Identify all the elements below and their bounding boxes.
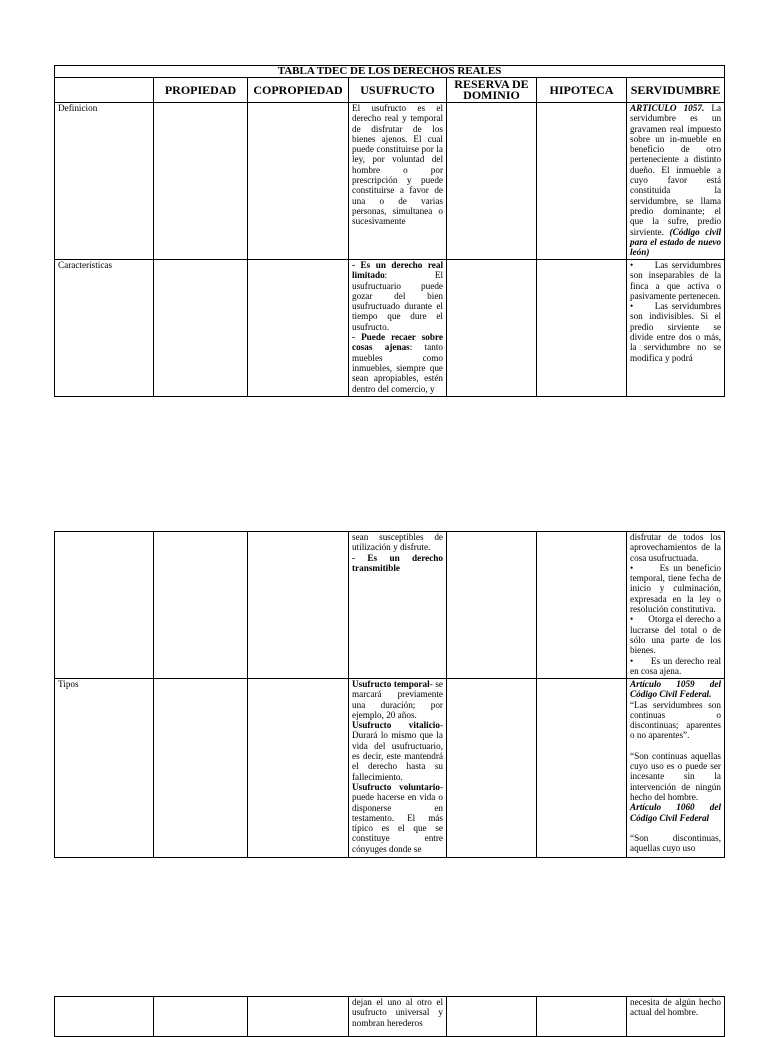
cell-usufructo-page3: dejan el uno al otro el usufructo universal y nombran herederos — [349, 997, 447, 1037]
servidumbre-characteristic-2: • Las servidumbres son indivisibles. Si el predio sirviente se divide entre dos o más, la servidumbre no se modifica y podrá — [630, 301, 724, 363]
servidumbre-tipos-quote-1: “Las servidumbres son continuas o discontinuas; aparentes o no aparentes”. — [630, 699, 721, 741]
row-label-caracteristicas: Características — [55, 260, 154, 397]
article-1060-reference: Artículo 1060 del Código Civil Federal — [630, 802, 721, 823]
usufructo-voluntario-title: Usufructo voluntario — [352, 781, 440, 792]
cell-hipoteca-continued — [537, 532, 627, 679]
column-header-blank — [55, 78, 154, 103]
usufructo-vitalicio-title: Usufructo vitalicio — [352, 720, 440, 731]
usufructo-voluntario-text: - puede hacerse en vida o disponerse en testamento. El más típico es el que se constituye entre cónyuges donde se — [352, 781, 443, 854]
table-title: TABLA TDEC DE LOS DERECHOS REALES — [55, 66, 725, 78]
cell-copropiedad-caracteristicas — [248, 260, 349, 397]
servidumbre-characteristic-1: • Las servidumbres son inseparables de la finca a que activa o pasivamente pertenecen. — [630, 260, 724, 301]
cell-servidumbre-page3: necesita de algún hecho actual del hombre. — [627, 997, 725, 1037]
article-1059-reference: Artículo 1059 del Código Civil Federal. — [630, 679, 721, 700]
cell-usufructo-tipos — [349, 679, 447, 858]
cell-copropiedad-continued — [248, 532, 349, 679]
cell-copropiedad-definicion — [248, 103, 349, 260]
cell-reserva-tipos — [447, 679, 537, 858]
cell-reserva-definicion — [447, 103, 537, 260]
cell-usufructo-definicion: El usufructo es el derecho real y temporal de disfrutar de los bienes ajenos. El cual puede constituirse por la ley, por voluntad del hombre o por prescripción y puede constituirse a favor de una o de varias personas, simultanea o sucesivamente — [349, 103, 447, 260]
usufructo-continued-text: sean susceptibles de utilización y disfrute. — [352, 532, 443, 553]
row-label-empty — [55, 532, 154, 679]
cell-propiedad-definicion — [154, 103, 248, 260]
usufructo-characteristic-2-text: : tanto muebles como inmuebles, siempre que sean apropiables, estén dentro del comercio, y — [352, 342, 443, 394]
cell-usufructo-caracteristicas — [349, 260, 447, 397]
usufructo-temporal-text: - se marcará previamente una duración; por ejemplo, 20 años. — [352, 679, 443, 720]
cell-propiedad-page3 — [154, 997, 248, 1037]
table-row-caracteristicas — [55, 260, 725, 397]
cell-copropiedad-page3 — [248, 997, 349, 1037]
column-header-reserva-de-dominio: RESERVA DE DOMINIO — [447, 78, 537, 103]
cell-hipoteca-caracteristicas — [537, 260, 627, 397]
table-row-tipos-continued — [55, 997, 725, 1037]
row-label-tipos: Tipos — [55, 679, 154, 858]
cell-reserva-caracteristicas — [447, 260, 537, 397]
cell-servidumbre-definicion — [627, 103, 725, 260]
rights-table-page-3 — [54, 996, 725, 1037]
cell-servidumbre-caracteristicas — [627, 260, 725, 397]
cell-hipoteca-tipos — [537, 679, 627, 858]
cell-propiedad-caracteristicas — [154, 260, 248, 397]
rights-table-page-2 — [54, 531, 725, 858]
cell-usufructo-continued — [349, 532, 447, 679]
column-header-copropiedad: COPROPIEDAD — [248, 78, 349, 103]
usufructo-characteristic-3-title: - Es un derecho transmitible — [352, 552, 443, 573]
cell-reserva-continued — [447, 532, 537, 679]
servidumbre-tipos-quote-2: “Son continuas aquellas cuyo uso es o puede ser incesante sin la intervención de ningún hecho del hombre. — [630, 750, 721, 802]
usufructo-characteristic-1-title: - Es un derecho real limitado — [352, 260, 443, 281]
column-header-hipoteca: HIPOTECA — [537, 78, 627, 103]
usufructo-characteristic-1-text: : El usufructuario puede gozar del bien usufructuado durante el tiempo que dure el usufructo. — [352, 270, 443, 332]
cell-servidumbre-continued — [627, 532, 725, 679]
rights-table-page-1 — [54, 65, 725, 397]
servidumbre-continued-2: • Es un beneficio temporal, tiene fecha de inicio y culminación, expresada en la ley o resolución constitutiva. — [630, 562, 724, 615]
cell-hipoteca-definicion — [537, 103, 627, 260]
cell-propiedad-tipos — [154, 679, 248, 858]
usufructo-characteristic-2-title: - Puede recaer sobre cosas ajenas — [352, 332, 443, 353]
table-row-tipos — [55, 679, 725, 858]
column-header-propiedad: PROPIEDAD — [154, 78, 248, 103]
cell-propiedad-continued — [154, 532, 248, 679]
source-citation: (Código civil para el estado de nuevo león) — [630, 226, 722, 258]
servidumbre-tipos-quote-3: “Son discontinuas, aquellas cuyo uso — [630, 832, 721, 854]
servidumbre-continued-3: • Otorga el derecho a lucrarse del total o de sólo una parte de los bienes. — [630, 614, 724, 656]
cell-servidumbre-tipos — [627, 679, 725, 858]
row-label-empty-2 — [55, 997, 154, 1037]
table-row-definicion — [55, 103, 725, 260]
usufructo-temporal-title: Usufructo temporal — [352, 679, 430, 689]
cell-reserva-page3 — [447, 997, 537, 1037]
servidumbre-continued-1: disfrutar de todos los aprovechamientos de la cosa usufructuada. — [630, 532, 724, 563]
cell-hipoteca-page3 — [537, 997, 627, 1037]
usufructo-vitalicio-text: - Durará lo mismo que la vida del usufructuario, es decir, este mantendrá el derecho hasta su fallecimiento. — [352, 720, 443, 782]
row-label-definicion: Definicion — [55, 103, 154, 260]
column-header-usufructo: USUFRUCTO — [349, 78, 447, 103]
servidumbre-continued-4: • Es un derecho real en cosa ajena. — [630, 655, 724, 676]
column-header-servidumbre: SERVIDUMBRE — [627, 78, 725, 103]
cell-copropiedad-tipos — [248, 679, 349, 858]
table-row-caracteristicas-continued — [55, 532, 725, 679]
article-reference: ARTICULO 1057. — [630, 103, 705, 113]
servidumbre-definition-text: La servidumbre es un gravamen real impuesto sobre un in-mueble en beneficio de otro perteneciente a distinto dueño. El inmueble a cuyo favor está constituida la servidumbre, se llama predio dominante; el que la sufre, predio sirviente. — [630, 103, 722, 237]
